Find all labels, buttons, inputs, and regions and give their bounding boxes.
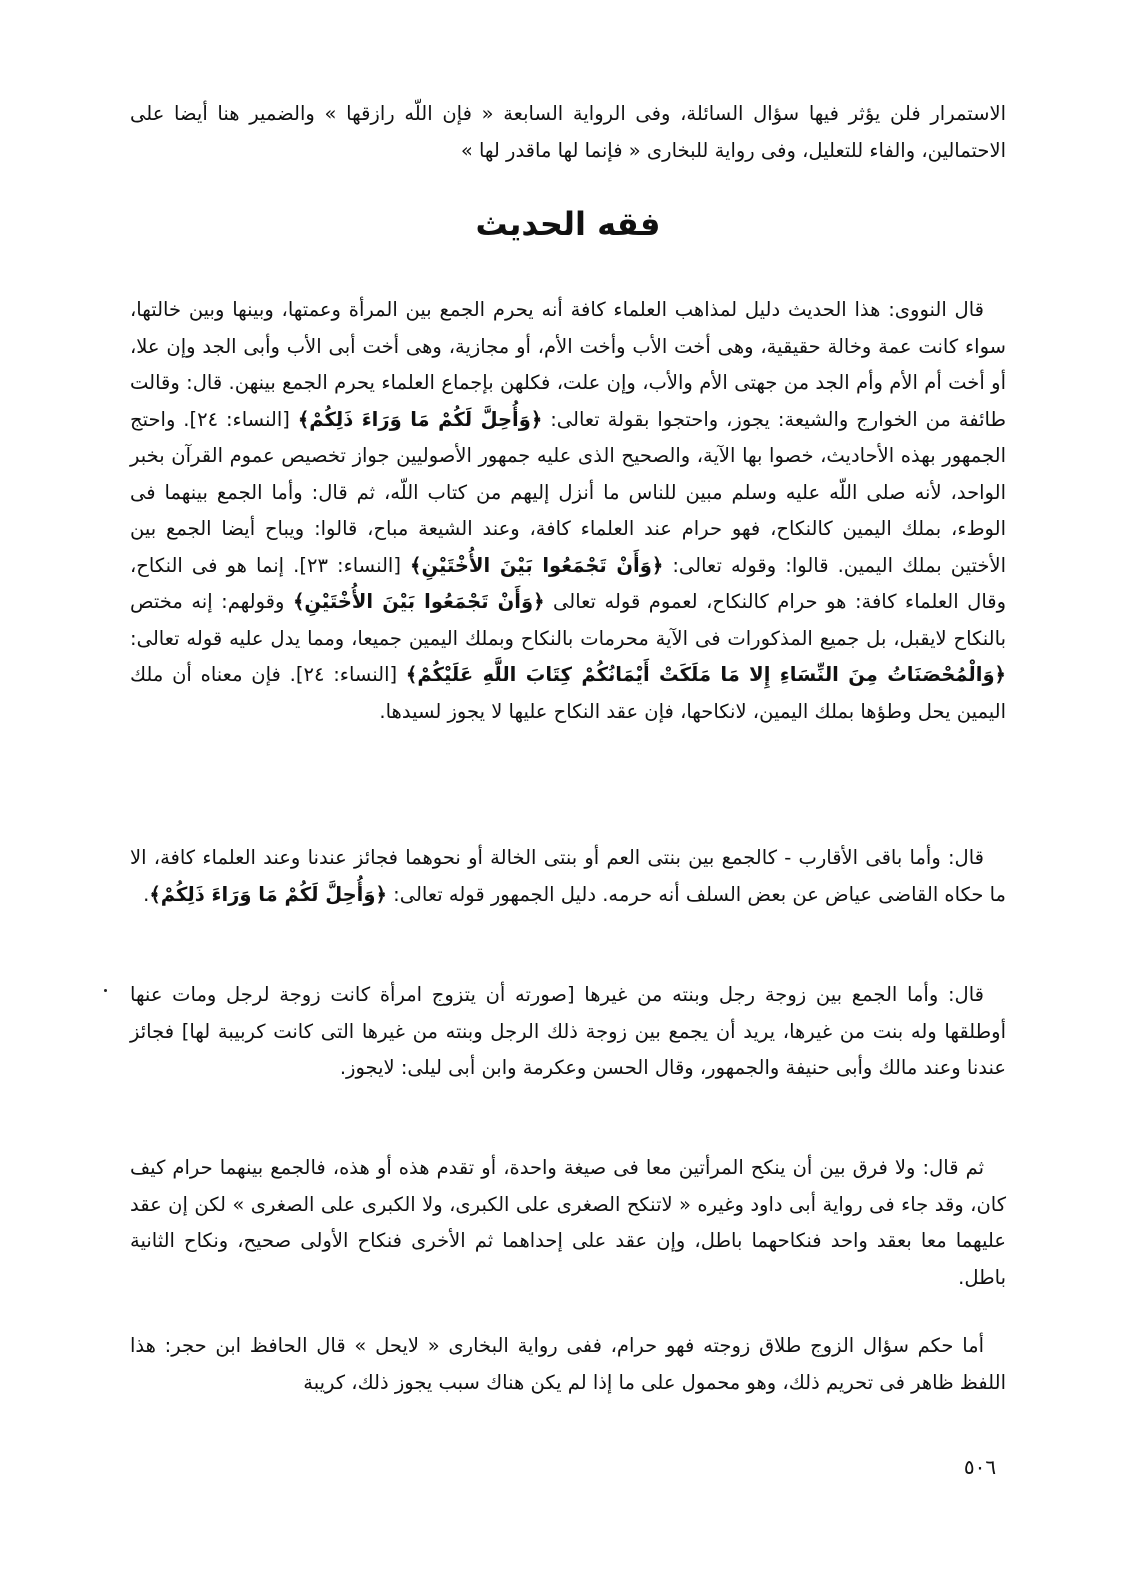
paragraph-text	[130, 840, 1006, 913]
text-run: قال النووى: هذا الحديث دليل لمذاهب العلماء كافة أنه يحرم الجمع بين المرأة وعمتها، وبينها وبين خالتها، سواء كانت عمة وخالة حقيقية، وهى أخت الأب وأخت الأم، أو مجازية، وهى أخت أبى الأب وأبى الجد وإن علا، أو أخت أم الأم وأم الجد من جهتى الأم والأب، وإن علت، فكلهن بإجماع العلماء يحرم الجمع بينهن. قال: وقالت طائفة من الخوارج والشيعة: يجوز، واحتجوا بقولة تعالى:	[130, 298, 1006, 431]
text-run: [النساء: ٢٣]. إنما هو فى النكاح، وقال العلماء كافة: هو حرام كالنكاح، لعموم قوله تعالى	[130, 553, 1006, 613]
paragraph-5	[130, 1328, 1006, 1401]
section-heading: فقه الحديث	[475, 205, 661, 243]
paragraph-text: أما حكم سؤال الزوج طلاق زوجته فهو حرام، ففى رواية البخارى « لايحل » قال الحافظ ابن حجر: هذا اللفظ ظاهر فى تحريم ذلك، وهو محمول على ما إذا لم يكن هناك سبب يجوز ذلك، كريبة	[130, 1334, 1006, 1394]
quran-verse: ﴿وَالْمُحْصَنَاتُ مِنَ النِّسَاءِ إِلا مَا مَلَكَتْ أَيْمَانُكُمْ كِتَابَ اللَّهِ عَلَيْكُمْ﴾	[405, 663, 1006, 686]
paragraph-text: ثم قال: ولا فرق بين أن ينكح المرأتين معا فى صيغة واحدة، أو تقدم هذه أو هذه، فالجمع بينهما حرام كيف كان، وقد جاء فى رواية أبى داود وغيره « لاتنكح الصغرى على الكبرى، ولا الكبرى على الصغرى » لكن إن عقد عليهما معا بعقد واحد فنكاحهما باطل، وإن عقد على إحداهما ثم الأخرى فنكاح الأولى صحيح، ونكاح الثانية باطل.	[130, 1156, 1006, 1289]
text-run: .	[143, 882, 150, 906]
intro-text-block	[130, 96, 1006, 169]
text-run: وقولهم: إنه مختص بالنكاح لايقبل، بل جميع المذكورات فى الآية محرمات بالنكاح وبملك اليمين جميعا، ومما يدل عليه قوله تعالى:	[130, 590, 1006, 650]
quran-verse: ﴿وَأُحِلَّ لَكُمْ مَا وَرَاءَ ذَلِكُمْ﴾	[149, 882, 387, 906]
paragraph-text	[130, 292, 1006, 730]
intro-paragraph: الاستمرار فلن يؤثر فيها سؤال السائلة، وفى الرواية السابعة « فإن اللّه رازقها » والضمير هنا أيضا على الاحتمالين، والفاء للتعليل، وفى رواية للبخارى « فإنما لها ماقدر لها »	[130, 102, 1006, 162]
paragraph-3	[130, 977, 1006, 1087]
scan-mark	[104, 989, 107, 992]
quran-verse: ﴿وَأَنْ تَجْمَعُوا بَيْنَ الأُخْتَيْنِ﴾	[292, 590, 545, 613]
quran-verse: ﴿وَأُحِلَّ لَكُمْ مَا وَرَاءَ ذَلِكُمْ﴾	[297, 407, 543, 431]
paragraph-4	[130, 1150, 1006, 1296]
text-run: [النساء: ٢٤]. فإن معناه أن ملك اليمين يحل وطؤها بملك اليمين، لانكاحها، فإن عقد النكاح عليها لا يجوز لسيدها.	[130, 663, 1006, 723]
paragraph-text: قال: وأما الجمع بين زوجة رجل وبنته من غيرها [صورته أن يتزوج امرأة كانت زوجة لرجل ومات عنها أوطلقها وله بنت من غيرها، يريد أن يجمع بين زوجة ذلك الرجل وبنته من غيرها التى كانت كربيبة لها] فجائز عندنا وعند مالك وأبى حنيفة والجمهور، وقال الحسن وعكرمة وابن أبى ليلى: لايجوز.	[130, 983, 1006, 1079]
text-run: [النساء: ٢٤]. واحتج الجمهور بهذه الأحاديث، خصوا بها الآية، والصحيح الذى عليه جمهور الأصوليين جواز تخصيص عموم القرآن بخبر الواحد، لأنه صلى اللّه عليه وسلم مبين للناس ما أنزل إليهم من كتاب اللّه، ثم قال: وأما الجمع بينهما فى الوطء، بملك اليمين كالنكاح، فهو حرام عند العلماء كافة، وعند الشيعة مباح، قالوا: ويباح أيضا الجمع بين الأختين بملك اليمين. قالوا: وقوله تعالى:	[130, 407, 1007, 577]
quran-verse: ﴿وَأَنْ تَجْمَعُوا بَيْنَ الأُخْتَيْنِ﴾	[410, 553, 664, 577]
paragraph-2	[130, 840, 1006, 913]
paragraph-1	[130, 292, 1006, 730]
text-run: قال: وأما باقى الأقارب - كالجمع بين بنتى العم أو بنتى الخالة أو نحوهما فجائز عندنا وعند العلماء كافة، الا ما حكاه القاضى عياض عن بعض السلف أنه حرمه. دليل الجمهور قوله تعالى:	[130, 846, 1006, 906]
page-number: ٥٠٦	[963, 1455, 997, 1479]
